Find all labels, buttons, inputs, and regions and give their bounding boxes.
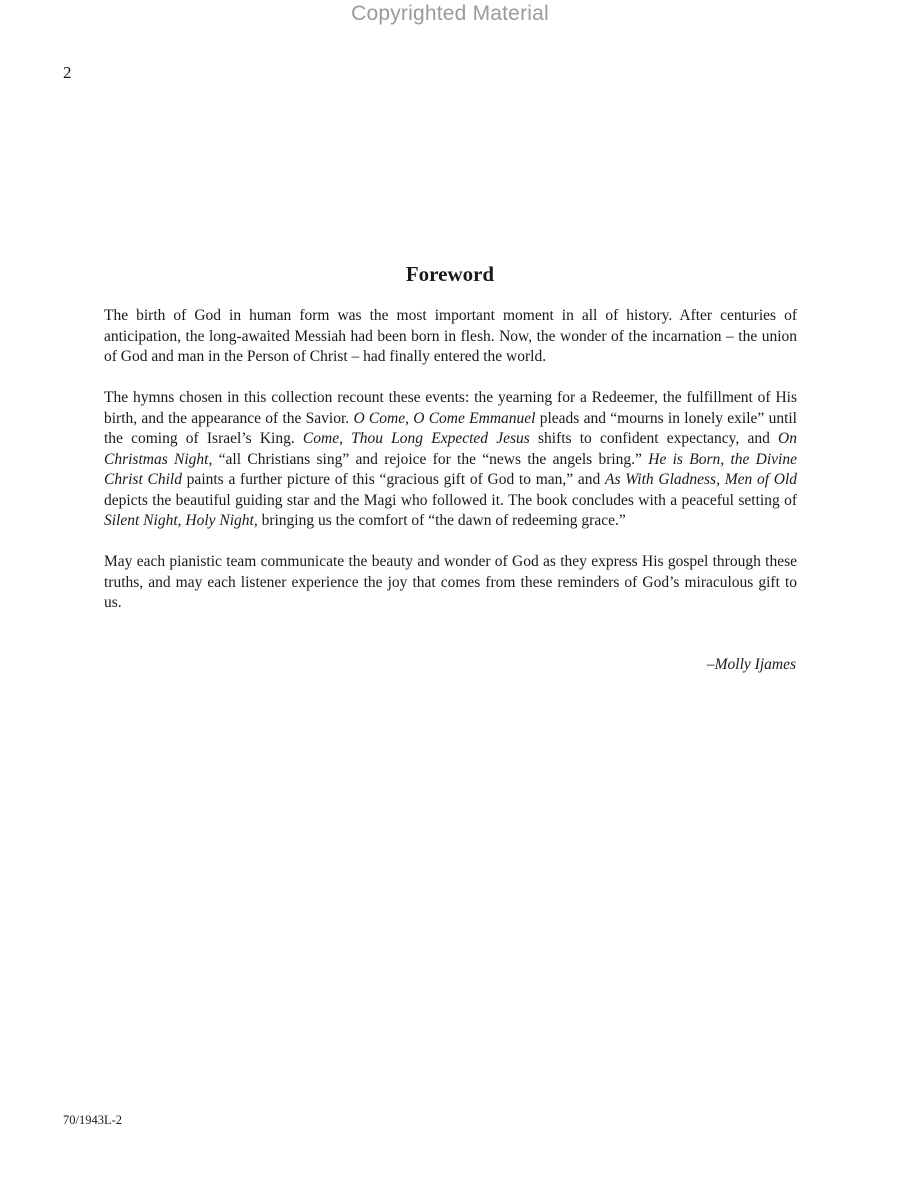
hymn-title-as-with-gladness: As With Gladness, Men of Old — [605, 471, 798, 488]
text-segment: paints a further picture of this “gracious gift of God to man,” and — [181, 471, 606, 488]
hymn-title-silent-night: Silent Night, Holy Night — [104, 512, 254, 529]
paragraph-2 — [104, 388, 797, 532]
text-segment: The hymns chosen in this collection recount these events: the yearning for a Redeemer, the fulfillment of His birth, and the appearance of the Savior. — [104, 389, 797, 427]
foreword-body — [104, 306, 797, 634]
copyright-watermark: Copyrighted Material — [351, 2, 549, 25]
author-signature: –Molly Ijames — [706, 656, 796, 673]
hymn-title-come-thou-long-expected-jesus: Come, Thou Long Expected Jesus — [302, 430, 530, 447]
hymn-title-o-come-emmanuel: O Come, O Come Emmanuel — [353, 409, 536, 427]
text-segment: shifts to confident expectancy, and — [529, 430, 779, 447]
text-segment: , bringing us the comfort of “the dawn of redeeming grace.” — [253, 512, 626, 529]
paragraph-1: The birth of God in human form was the most important moment in all of history. After centuries of anticipation, the long-awaited Messiah had been born in flesh. Now, the wonder of the incarnation – the union of God and man in the Person of Christ – had finally entered the world. — [104, 307, 797, 365]
text-segment: depicts the beautiful guiding star and the Magi who followed it. The book concludes with a peaceful setting of — [104, 491, 797, 509]
paragraph-3: May each pianistic team communicate the beauty and wonder of God as they express His gospel through these truths, and may each listener experience the joy that comes from these reminders of God’s miraculous gift to us. — [104, 553, 797, 611]
catalog-code: 70/1943L-2 — [63, 1113, 123, 1127]
hymn-title-he-is-born: He is Born, the Divine Christ Child — [104, 450, 797, 488]
page-title: Foreword — [405, 262, 495, 286]
text-segment: pleads and “mourns in lonely exile” until the coming of Israel’s King. — [104, 409, 797, 447]
page-number: 2 — [63, 63, 72, 82]
text-segment: “all Christians sing” and rejoice for the “news the angels bring.” — [212, 450, 649, 468]
hymn-title-on-christmas-night: On Christmas Night, — [104, 430, 797, 468]
